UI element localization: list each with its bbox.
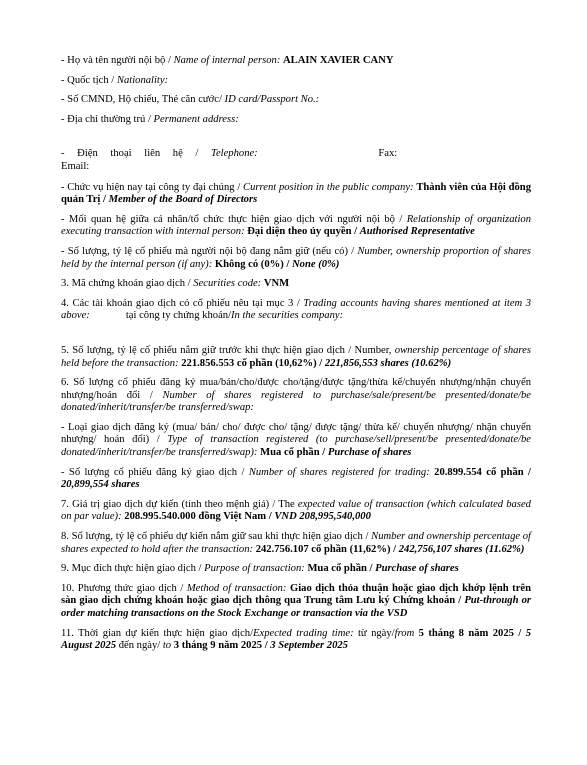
label: - Loại giao dịch đăng ký (mua/ bán/ cho/ được cho/ tặng/ được tặng/ thừa kế/ chuyển nhượng/ nhận chuyển nhượng/ hoán đổi) / [61, 421, 531, 446]
value-en: Put-through or order matching transactions on the Stock Exchange or transaction via the VSD [61, 595, 531, 619]
value-vi: 242.756.107 cổ phần (11,62%) [255, 543, 391, 555]
label: 3. Mã chứng khoán giao dịch / [61, 278, 194, 290]
label-en: Number and ownership percentage of shares expected to hold after the transaction: [61, 531, 532, 555]
label: 8. Số lượng, tỷ lệ cổ phiếu dự kiến nắm giữ sau khi thực hiện giao dịch / [61, 531, 372, 543]
field-id-card [61, 94, 531, 107]
label: - Điện thoại liên hệ / [61, 148, 212, 160]
sep: / [390, 543, 399, 555]
sep: / [366, 563, 376, 575]
label: 7. Giá trị giao dịch dự kiến (tính theo mệnh giá) / The [61, 498, 298, 510]
field-nationality [61, 75, 531, 88]
label-en: Current position in the public company: [243, 181, 414, 193]
field-address [61, 114, 531, 127]
label-en: Securities code: [193, 278, 262, 290]
fax-label: Fax: [378, 148, 398, 160]
label-en: Trading accounts having shares mentioned at item 3 above: [61, 297, 531, 322]
value-en: None (0%) [292, 258, 340, 270]
value-vi: 208.995.540.000 đồng Việt Nam [124, 511, 267, 523]
field-shares-trading [61, 467, 531, 492]
value-vi: Mua cổ phần [260, 447, 320, 459]
value-vi: Thành viên của Hội đồng quản Trị [61, 181, 531, 206]
label: 5. Số lượng, tỷ lệ cổ phiếu nắm giữ trước khi thực hiện giao dịch / Number, [61, 344, 395, 356]
label: - Số CMND, Hộ chiếu, Thẻ căn cước/ [61, 94, 225, 106]
label: 9. Mục đích thực hiện giao dịch / [61, 563, 205, 575]
at-company: tại công ty chứng khoán/ [125, 310, 232, 322]
label-en: Number of shares registered to purchase/sale/present/be presented/donate/be donated/inherit/transfer/be transferred/swap: [61, 389, 531, 414]
field-name [61, 55, 531, 68]
end-en: 3 September 2025 [270, 640, 348, 652]
sep: / [455, 595, 465, 607]
label: - Họ và tên người nội bộ / [61, 55, 174, 66]
label-en: Purpose of transaction: [204, 563, 305, 575]
field-phone [61, 148, 531, 173]
sep: / [351, 226, 360, 238]
value-en: VND 208,995,540,000 [274, 511, 371, 523]
sep: / [262, 640, 271, 652]
label-en: Number, ownership proportion of shares held by the internal person (if any): [61, 245, 531, 270]
value-en: 20,899,554 shares [61, 479, 140, 491]
label: - Chức vụ hiện nay tại công ty đại chúng / [61, 181, 244, 193]
label: 10. Phương thức giao dịch / [61, 582, 187, 594]
start-en: 5 August 2025 [61, 627, 531, 652]
label-en: Type of transaction registered (to purchase/sell/present/be presented/donate/be donated/inherit/transfer/be transferred/swap): [61, 434, 531, 459]
label: 4. Các tài khoản giao dịch có cổ phiếu nêu tại mục 3 / [61, 297, 304, 309]
sep: / [100, 194, 109, 206]
value-vi: Giao dịch thỏa thuận hoặc giao dịch khớp lệnh trên sàn giao dịch chứng khoán hoặc giao dịch thông qua Trung tâm Lưu ký Chứng khoán [61, 582, 532, 607]
value-vi: 20.899.554 cổ phần [434, 466, 524, 478]
label-en: expected value of transaction (which calculated based on par value): [61, 498, 531, 523]
value-en: Purchase of shares [375, 563, 459, 575]
label-en: ownership percentage of shares held before the transaction: [61, 344, 531, 369]
sep: / [523, 466, 531, 478]
field-relationship [61, 214, 531, 239]
from-en: from [394, 627, 415, 639]
label: - Mối quan hệ giữa cá nhân/tổ chức thực hiện giao dịch với người nội bộ / [61, 213, 407, 225]
label-en: Nationality: [116, 74, 169, 86]
start-vi: 5 tháng 8 năm 2025 [418, 627, 514, 639]
label: 11. Thời gian dự kiến thực hiện giao dịch/ [61, 627, 254, 639]
label: - Quốc tịch / [61, 74, 117, 86]
label-en: Permanent address: [153, 113, 239, 125]
field-purpose [61, 563, 531, 576]
field-shares-internal [61, 246, 531, 271]
label: 6. Số lượng cổ phiếu đăng ký mua/bán/cho/được cho/tặng/được tặng/thừa kế/chuyển nhượng/nhận chuyển nhượng/hoán đổi / [61, 377, 531, 401]
field-before [61, 345, 531, 370]
field-expected-value [61, 499, 531, 524]
to-vi: đến ngày/ [116, 640, 163, 652]
label: - Địa chỉ thường trú / [61, 113, 154, 125]
end-vi: 3 tháng 9 năm 2025 [173, 640, 263, 652]
to-en: to [162, 640, 172, 652]
at-company-en: In the securities company: [231, 310, 344, 322]
label: - Số lượng cổ phiếu đăng ký giao dịch / [61, 466, 249, 478]
label-en: Expected trading time: [253, 627, 354, 639]
label-en: Relationship of organization executing transaction with internal person: [61, 213, 531, 238]
label-en: Name of internal person: [173, 55, 281, 66]
value: VNM [263, 278, 290, 290]
sep: / [319, 447, 328, 459]
value-vi: Không có (0%) [214, 258, 284, 270]
document-body [61, 55, 531, 660]
from-vi: từ ngày/ [353, 627, 395, 639]
field-trading-accounts [61, 298, 531, 323]
value-en: 242,756,107 shares (11.62%) [398, 543, 525, 555]
value-en: Authorised Representative [359, 226, 475, 238]
field-registered [61, 377, 531, 415]
label-en: Telephone: [211, 148, 258, 160]
label-en: ID card/Passport No.: [224, 94, 320, 106]
label: - Số lượng, tỷ lệ cổ phiếu mà người nội bộ đang nắm giữ (nếu có) / [61, 245, 358, 257]
value-vi: Đại diện theo ủy quyền [247, 226, 352, 238]
field-transaction-type [61, 422, 531, 460]
value: ALAIN XAVIER CANY [283, 55, 394, 66]
value-vi: 221.856.553 cổ phần (10,62%) [181, 357, 317, 369]
sep: / [266, 511, 275, 523]
sep: / [316, 357, 325, 369]
value-en: Purchase of shares [327, 447, 412, 459]
email-label: Email: [61, 160, 90, 172]
sep: / [513, 627, 526, 639]
field-after [61, 531, 531, 556]
field-position [61, 182, 531, 207]
value-en: 221,856,553 shares (10.62%) [324, 357, 452, 369]
label-en: Method of transaction: [186, 582, 287, 594]
label-en: Number of shares registered for trading: [248, 466, 430, 478]
field-time [61, 628, 531, 653]
value-vi: Mua cổ phần [307, 563, 367, 575]
value-en: Member of the Board of Directors [108, 194, 258, 206]
sep: / [283, 258, 292, 270]
field-securities-code [61, 278, 531, 291]
field-method [61, 583, 531, 621]
